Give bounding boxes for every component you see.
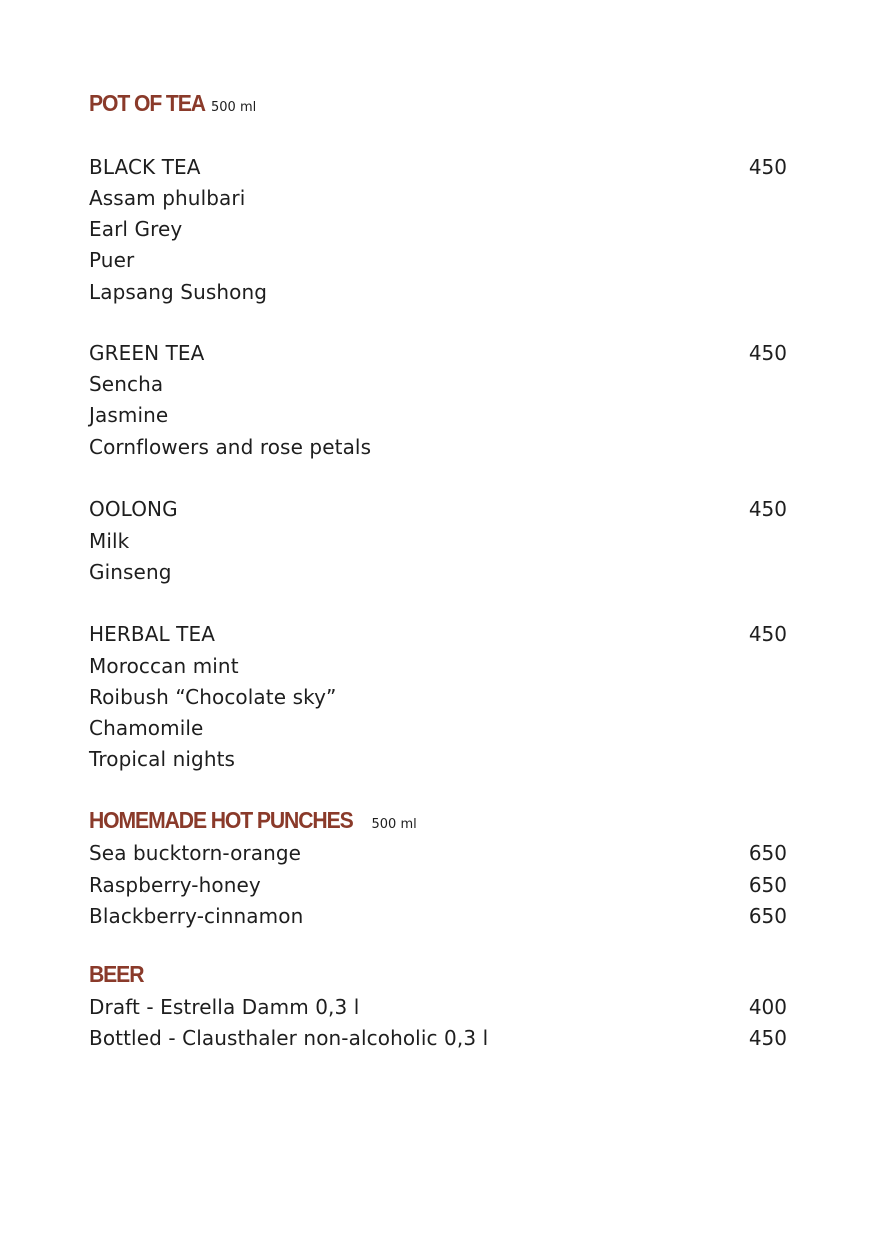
group-header-oolong — [89, 496, 787, 522]
section-name: BEER — [89, 961, 144, 987]
group-price: 450 — [748, 155, 787, 179]
menu-item — [89, 653, 787, 679]
section-title-hot-punches — [89, 807, 417, 834]
item-name: Chamomile — [89, 716, 204, 740]
section-name: POT OF TEA — [89, 90, 205, 116]
menu-item — [89, 994, 787, 1020]
group-price: 450 — [748, 622, 787, 646]
group-header-herbal-tea — [89, 621, 787, 647]
menu-item — [89, 684, 787, 710]
section-volume: 500 ml — [371, 817, 417, 832]
menu-item — [89, 402, 787, 428]
menu-item — [89, 1025, 787, 1051]
menu-item — [89, 746, 787, 772]
menu-item — [89, 872, 787, 898]
group-name: OOLONG — [89, 497, 178, 521]
group-price: 450 — [748, 497, 787, 521]
menu-item — [89, 247, 787, 273]
group-header-black-tea — [89, 154, 787, 180]
item-name: Ginseng — [89, 560, 172, 584]
menu-item — [89, 528, 787, 554]
group-price: 450 — [748, 341, 787, 365]
item-price: 650 — [748, 873, 787, 897]
item-name: Draft - Estrella Damm 0,3 l — [89, 995, 360, 1019]
item-name: Earl Grey — [89, 217, 183, 241]
item-name: Moroccan mint — [89, 654, 239, 678]
item-name: Cornflowers and rose petals — [89, 435, 372, 459]
item-name: Puer — [89, 248, 135, 272]
item-name: Roibush “Chocolate sky” — [89, 685, 337, 709]
section-name: HOMEMADE HOT PUNCHES — [89, 807, 353, 833]
item-price: 450 — [748, 1026, 787, 1050]
item-name: Sencha — [89, 372, 164, 396]
item-price: 650 — [748, 904, 787, 928]
group-name: GREEN TEA — [89, 341, 205, 365]
menu-item — [89, 371, 787, 397]
item-name: Jasmine — [89, 403, 169, 427]
item-name: Raspberry-honey — [89, 873, 261, 897]
item-name: Lapsang Sushong — [89, 280, 268, 304]
menu-item — [89, 903, 787, 929]
menu-item — [89, 840, 787, 866]
item-price: 650 — [748, 841, 787, 865]
menu-item — [89, 715, 787, 741]
item-name: Tropical nights — [89, 747, 236, 771]
section-title-beer — [89, 961, 148, 988]
section-title-pot-of-tea — [89, 90, 256, 117]
item-name: Blackberry-cinnamon — [89, 904, 304, 928]
group-name: HERBAL TEA — [89, 622, 216, 646]
section-volume: 500 ml — [211, 100, 257, 115]
menu-item — [89, 279, 787, 305]
item-name: Bottled - Clausthaler non-alcoholic 0,3 l — [89, 1026, 489, 1050]
menu-item — [89, 185, 787, 211]
item-price: 400 — [748, 995, 787, 1019]
menu-item — [89, 216, 787, 242]
item-name: Milk — [89, 529, 130, 553]
item-name: Assam phulbari — [89, 186, 246, 210]
menu-item — [89, 559, 787, 585]
group-name: BLACK TEA — [89, 155, 201, 179]
group-header-green-tea — [89, 340, 787, 366]
menu-item — [89, 434, 787, 460]
item-name: Sea bucktorn-orange — [89, 841, 302, 865]
